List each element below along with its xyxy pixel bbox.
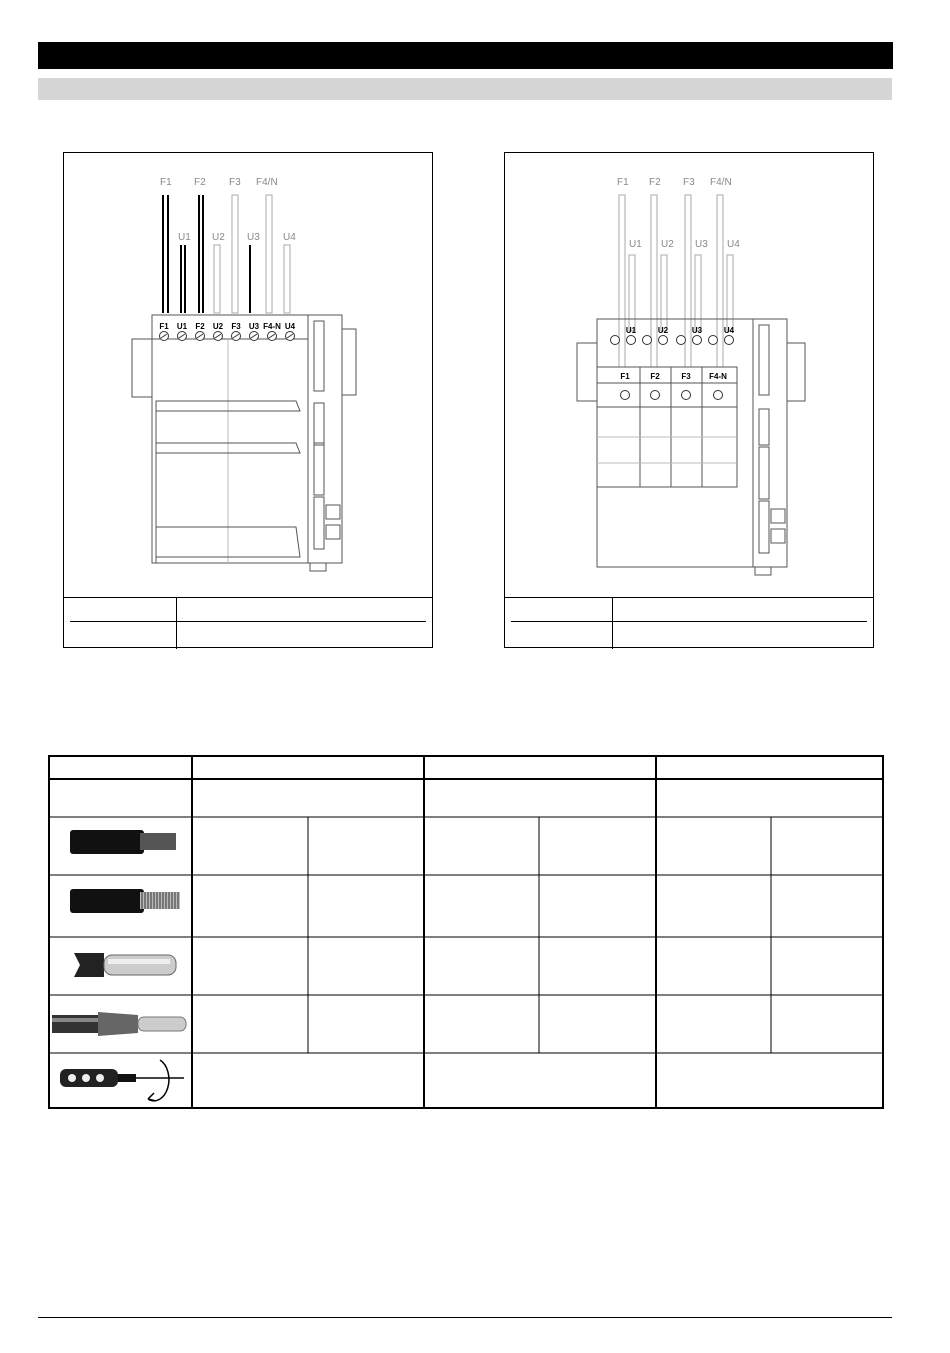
- wire-label-u4: U4: [283, 232, 296, 243]
- fuse-screw: [651, 391, 660, 400]
- caption-table-left: [64, 597, 432, 649]
- terminal-label-u4: U4: [723, 326, 735, 335]
- wire-label-f1: F1: [160, 177, 172, 188]
- wire-label-f3: F3: [229, 177, 241, 188]
- wiring-diagram-right: [505, 153, 875, 597]
- wire-label-f2: F2: [194, 177, 206, 188]
- terminal-screw: [643, 336, 652, 345]
- wire-u3: [695, 255, 701, 331]
- terminal-screw: [611, 336, 620, 345]
- fuse-label-f1: F1: [620, 372, 630, 381]
- wire-label-u3: U3: [695, 239, 708, 250]
- wire-f1: [619, 195, 625, 367]
- terminal-label-u2: U2: [657, 326, 669, 335]
- section-title-bar: [38, 42, 893, 69]
- terminal-label-u3: U3: [691, 326, 703, 335]
- terminal-screw: [709, 336, 718, 345]
- wire-u2: [661, 255, 667, 331]
- wiring-diagram-left: [64, 153, 434, 597]
- terminal-label-u1: U1: [176, 322, 188, 331]
- wire-label-u3: U3: [247, 232, 260, 243]
- table-border: [49, 756, 883, 1108]
- insulated-ferrule-wire-icon: [52, 1012, 186, 1036]
- wire-label-u1: U1: [178, 232, 191, 243]
- terminal-screw: [627, 336, 636, 345]
- wire-label-u4: U4: [727, 239, 740, 250]
- wire-label-f3: F3: [683, 177, 695, 188]
- solid-wire-icon: [70, 830, 176, 854]
- diagram-panel-left: [63, 152, 433, 648]
- fuse-label-f3: F3: [681, 372, 691, 381]
- caption-table-right: [505, 597, 873, 649]
- wire-label-f4n: F4/N: [710, 177, 732, 188]
- wire-f3: [232, 195, 238, 313]
- terminal-label-f1: F1: [159, 322, 169, 331]
- connector-column: [753, 319, 787, 567]
- wire-f3: [685, 195, 691, 367]
- fuse-label-f2: F2: [650, 372, 660, 381]
- wire-f2: [651, 195, 657, 367]
- wire-f4n: [266, 195, 272, 313]
- terminal-screw: [725, 336, 734, 345]
- terminal-screw: [693, 336, 702, 345]
- fuse-label-f4n: F4-N: [709, 372, 727, 381]
- din-rail-clip-left: [132, 339, 152, 397]
- wire-u1: [629, 255, 635, 331]
- din-rail-clip-right: [787, 343, 805, 401]
- terminal-label-f3: F3: [231, 322, 241, 331]
- wire-f4n: [717, 195, 723, 367]
- diagram-panel-right: [504, 152, 874, 648]
- wire-label-f4n: F4/N: [256, 177, 278, 188]
- device-body: [597, 319, 753, 567]
- terminal-label-u4: U4: [284, 322, 296, 331]
- screwdriver-torque-icon: [60, 1060, 184, 1101]
- fuse-screw: [714, 391, 723, 400]
- din-rail-clip-left: [577, 343, 597, 401]
- wire-u4: [284, 245, 290, 313]
- fuse-holder-block: [597, 367, 737, 487]
- device-body: [152, 315, 308, 563]
- wire-label-f1: F1: [617, 177, 629, 188]
- fuse-screw: [682, 391, 691, 400]
- terminal-screw: [677, 336, 686, 345]
- terminal-label-u1: U1: [625, 326, 637, 335]
- terminal-label-f2: F2: [195, 322, 205, 331]
- stranded-wire-icon: [70, 889, 180, 913]
- ferrule-wire-icon: [74, 953, 176, 977]
- fuse-screw: [621, 391, 630, 400]
- terminal-label-u2: U2: [212, 322, 224, 331]
- wire-label-f2: F2: [649, 177, 661, 188]
- wire-spec-table: [48, 755, 884, 1110]
- wire-u2: [214, 245, 220, 313]
- terminal-screw: [659, 336, 668, 345]
- wire-u4: [727, 255, 733, 331]
- wire-label-u1: U1: [629, 239, 642, 250]
- wire-label-u2: U2: [212, 232, 225, 243]
- terminal-label-u3: U3: [248, 322, 260, 331]
- terminal-label-f4n: F4-N: [263, 322, 281, 331]
- connector-column: [308, 315, 342, 563]
- subsection-title-bar: [38, 78, 892, 100]
- din-rail-clip-right: [342, 329, 356, 395]
- footer-rule: [38, 1317, 892, 1318]
- wire-label-u2: U2: [661, 239, 674, 250]
